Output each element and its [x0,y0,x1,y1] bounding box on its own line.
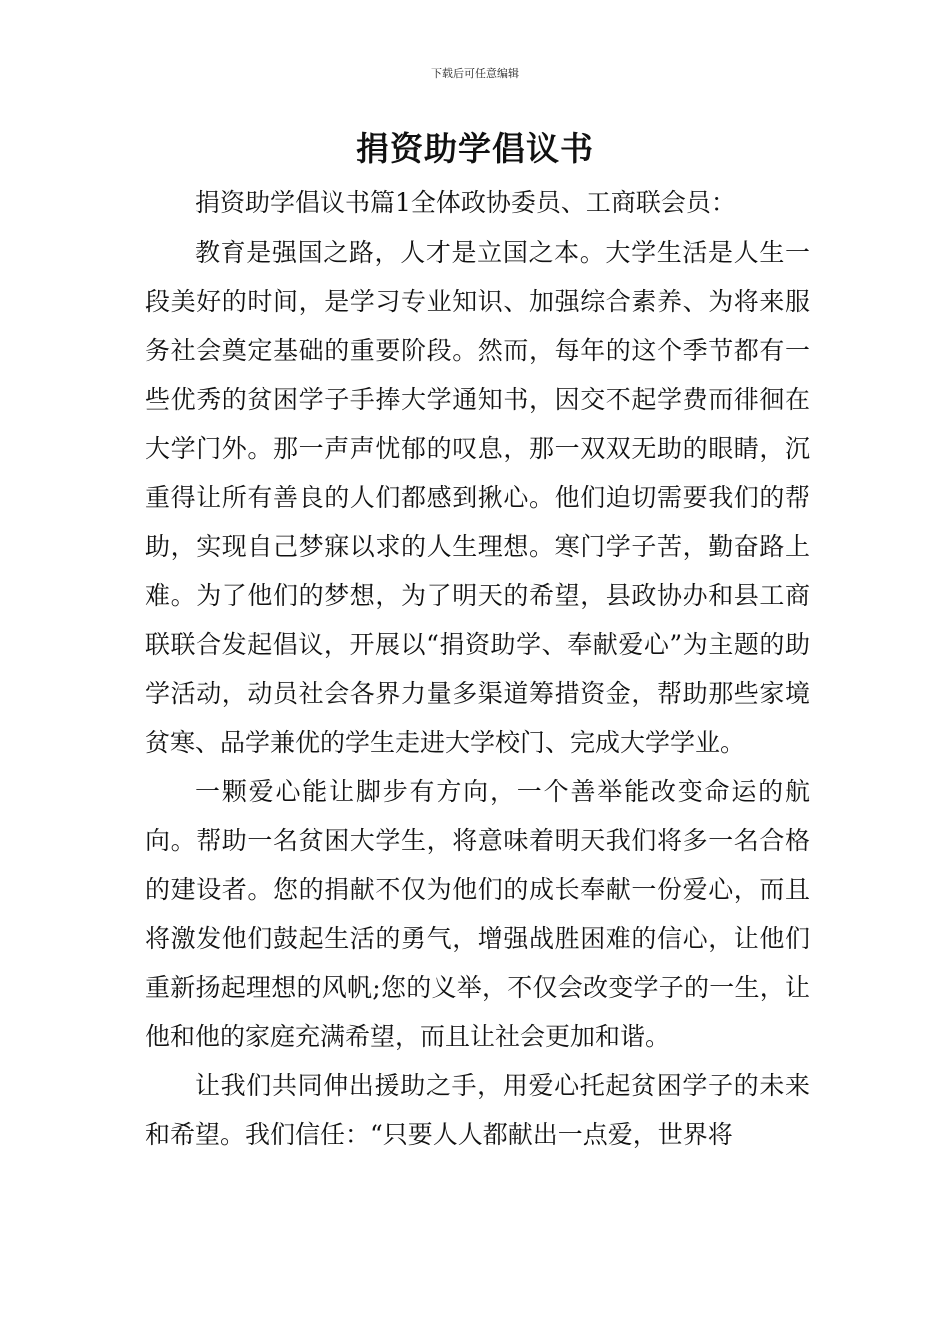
document-body [145,178,810,1159]
paragraph-1: 教育是强国之路，人才是立国之本。大学生活是人生一段美好的时间，是学习专业知识、加强综合素养、为将来服务社会奠定基础的重要阶段。然而，每年的这个季节都有一些优秀的贫困学子手捧大学通知书，因交不起学费而徘徊在大学门外。那一声声忧郁的叹息，那一双双无助的眼睛，沉重得让所有善良的人们都感到揪心。他们迫切需要我们的帮助，实现自己梦寐以求的人生理想。寒门学子苦，勤奋路上难。为了他们的梦想，为了明天的希望，县政协办和县工商联联合发起倡议，开展以“捐资助学、奉献爱心”为主题的助学活动，动员社会各界力量多渠道筹措资金，帮助那些家境贫寒、品学兼优的学生走进大学校门、完成大学学业。 [145,238,810,757]
paragraph-2: 一颗爱心能让脚步有方向，一个善举能改变命运的航向。帮助一名贫困大学生，将意味着明天我们将多一名合格的建设者。您的捐献不仅为他们的成长奉献一份爱心，而且将激发他们鼓起生活的勇气，增强战胜困难的信心，让他们重新扬起理想的风帆;您的义举，不仅会改变学子的一生，让他和他的家庭充满希望，而且让社会更加和谐。 [145,777,810,1051]
salutation: 捐资助学倡议书篇1全体政协委员、工商联会员： [195,188,736,217]
paragraph-3: 让我们共同伸出援助之手，用爱心托起贫困学子的未来和希望。我们信任：“只要人人都献出一点爱，世界将 [145,1071,810,1149]
document-title: 捐资助学倡议书 [356,129,594,168]
header-note: 下载后可任意编辑 [431,67,519,80]
